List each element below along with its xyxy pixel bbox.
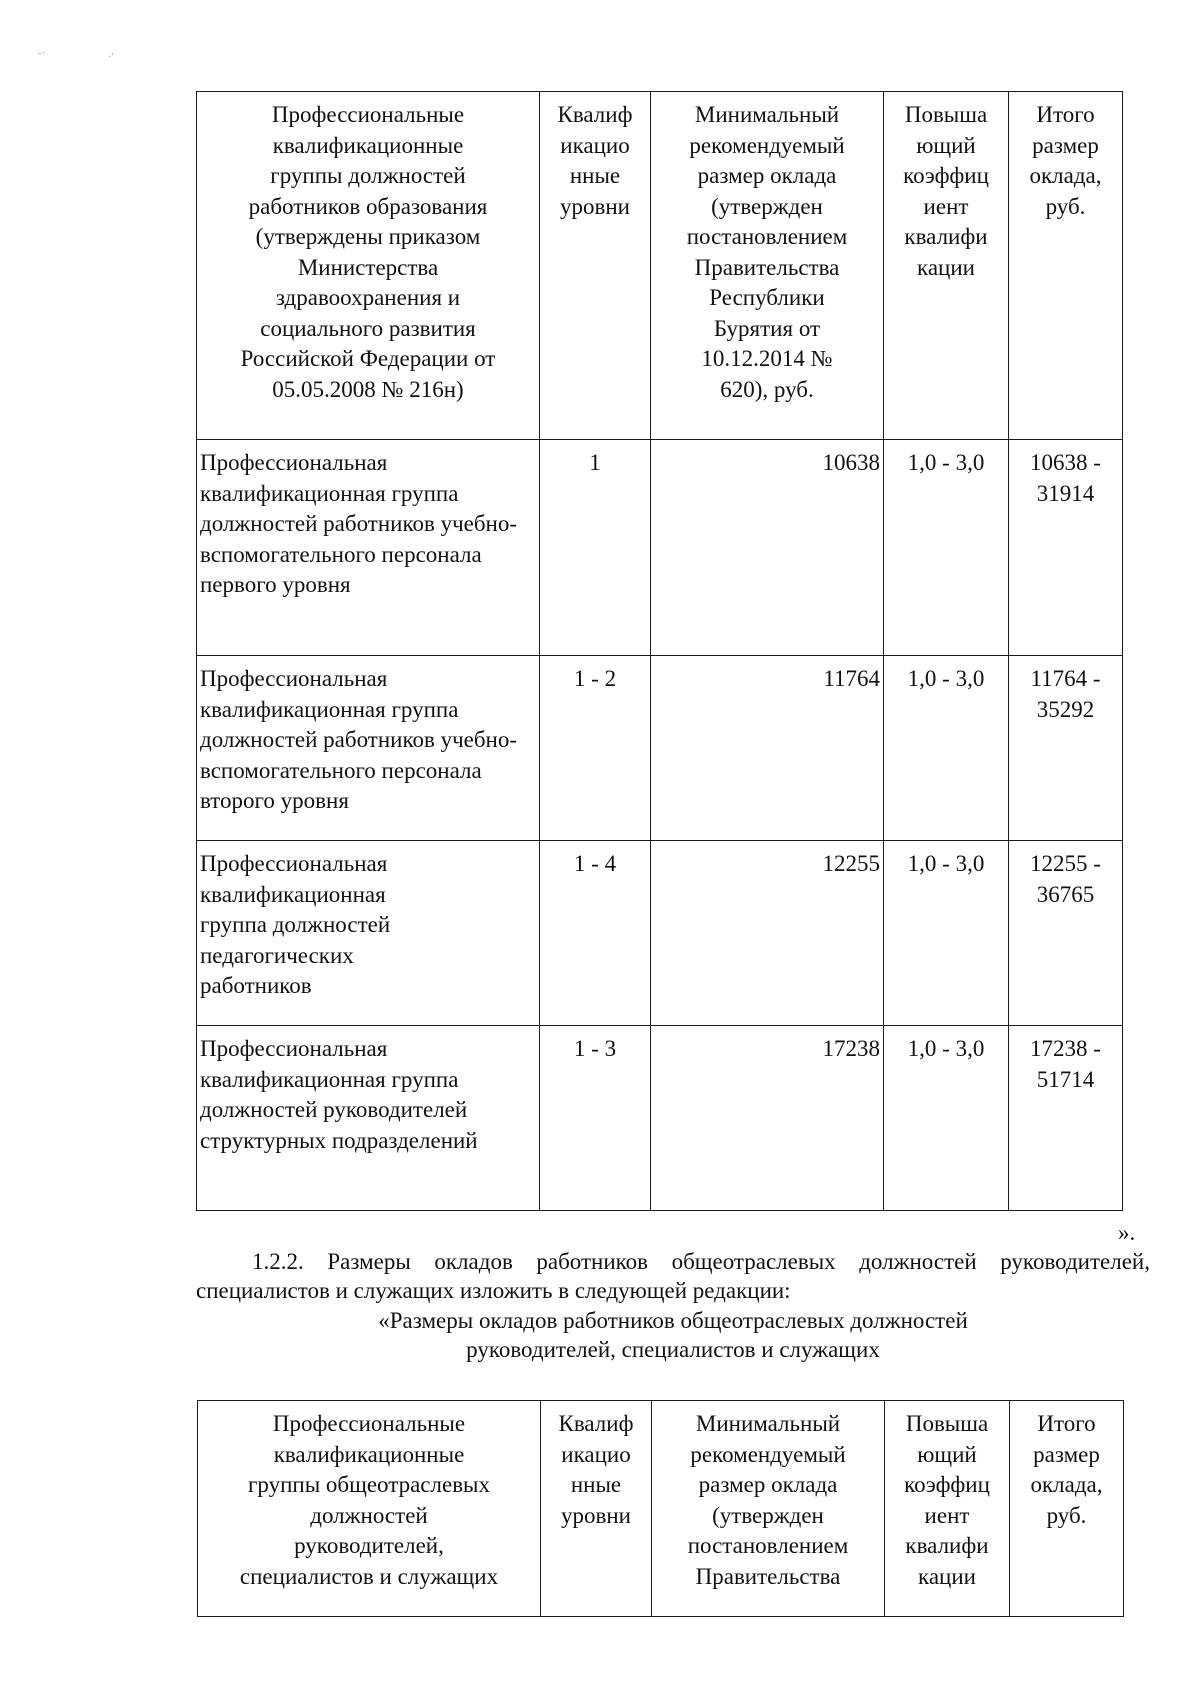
- header-cell-min-salary: Минимальный рекомендуемый размер оклада (утвержден постановлением Правительства Республики Бурятия от 10.12.2014 № 620), руб.: [651, 92, 884, 440]
- paragraph-text: 1.2.2. Размеры окладов работников общеотраслевых должностей руководителей, специалистов и служащих изложить в следующей редакции:: [196, 1249, 1150, 1303]
- cell-total: 17238 - 51714: [1009, 1026, 1123, 1211]
- header-cell-total: Итого размер оклада, руб.: [1010, 1401, 1124, 1617]
- table-row: [197, 440, 1123, 656]
- cell-coefficient: 1,0 - 3,0: [884, 656, 1009, 841]
- cell-coefficient: 1,0 - 3,0: [884, 1026, 1009, 1211]
- cell-group: Профессиональная квалификационная группа должностей педагогических работников: [197, 841, 540, 1026]
- cell-levels: 1 - 4: [540, 841, 651, 1026]
- section-heading: «Размеры окладов работников общеотраслевых должностей руководителей, специалистов и служащих: [378, 1308, 968, 1362]
- closing-quote: ».: [1118, 1220, 1136, 1245]
- table-header-row: [197, 92, 1123, 440]
- scan-artifact: -·: [38, 48, 45, 59]
- cell-min-salary: 11764: [651, 656, 884, 841]
- header-cell-coefficient: Повыша ющий коэффиц иент квалифи кации: [884, 92, 1009, 440]
- cell-total: 10638 - 31914: [1009, 440, 1123, 656]
- header-cell-levels: Квалиф икацио нные уровни: [540, 92, 651, 440]
- cell-total: 11764 - 35292: [1009, 656, 1123, 841]
- cell-levels: 1 - 2: [540, 656, 651, 841]
- header-cell-total: Итого размер оклада, руб.: [1009, 92, 1123, 440]
- paragraph-1-2-2: [196, 1247, 1150, 1305]
- table-row: [197, 656, 1123, 841]
- cell-levels: 1: [540, 440, 651, 656]
- cell-min-salary: 10638: [651, 440, 884, 656]
- salary-table-general: [197, 1400, 1124, 1617]
- table-row: [197, 1026, 1123, 1211]
- cell-total: 12255 - 36765: [1009, 841, 1123, 1026]
- header-cell-levels: Квалиф икацио нные уровни: [541, 1401, 652, 1617]
- cell-coefficient: 1,0 - 3,0: [884, 440, 1009, 656]
- cell-min-salary: 12255: [651, 841, 884, 1026]
- table-header-row: [198, 1401, 1124, 1617]
- salary-table-education: [196, 91, 1123, 1211]
- cell-min-salary: 17238: [651, 1026, 884, 1211]
- cell-group: Профессиональная квалификационная группа должностей работников учебно-вспомогательного персонала второго уровня: [197, 656, 540, 841]
- header-cell-coefficient: Повыша ющий коэффиц иент квалифи кации: [885, 1401, 1010, 1617]
- cell-group: Профессиональная квалификационная группа должностей работников учебно-вспомогательного персонала первого уровня: [197, 440, 540, 656]
- scan-artifact: ·': [108, 52, 114, 63]
- cell-group: Профессиональная квалификационная группа должностей руководителей структурных подразделений: [197, 1026, 540, 1211]
- header-cell-group: Профессиональные квалификационные группы должностей работников образования (утверждены приказом Министерства здравоохранения и социального развития Российской Федерации от 05.05.2008 № 216н): [197, 92, 540, 440]
- header-cell-group: Профессиональные квалификационные группы общеотраслевых должностей руководителей, специалистов и служащих: [198, 1401, 541, 1617]
- header-cell-min-salary: Минимальный рекомендуемый размер оклада (утвержден постановлением Правительства: [652, 1401, 885, 1617]
- cell-coefficient: 1,0 - 3,0: [884, 841, 1009, 1026]
- cell-levels: 1 - 3: [540, 1026, 651, 1211]
- table-row: [197, 841, 1123, 1026]
